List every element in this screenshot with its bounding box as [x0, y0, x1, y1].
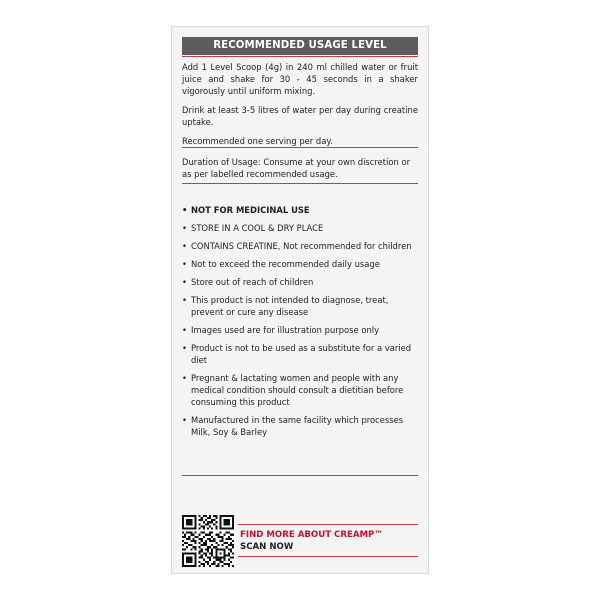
header-underline	[182, 56, 418, 57]
usage-panel	[171, 26, 429, 574]
warning-item: • Manufactured in the same facility which processes Milk, Soy & Barley	[182, 414, 418, 438]
warning-item: • Store out of reach of children	[182, 276, 418, 288]
usage-paragraph: Recommended one serving per day.	[182, 136, 333, 146]
qr-code-icon[interactable]	[182, 515, 234, 567]
usage-instructions	[182, 61, 418, 147]
warning-item: • This product is not intended to diagnose, treat, prevent or cure any disease	[182, 294, 418, 318]
warning-item: • Not to exceed the recommended daily usage	[182, 258, 418, 270]
divider	[182, 147, 418, 148]
section-header: RECOMMENDED USAGE LEVEL	[182, 37, 418, 55]
warning-item: • Images used are for illustration purpose only	[182, 324, 418, 336]
warnings-list	[182, 204, 418, 444]
divider	[182, 475, 418, 476]
usage-paragraph: Add 1 Level Scoop (4g) in 240 ml chilled water or fruit juice and shake for 30 - 45 seconds in a shaker vigorously until uniform mixing.	[182, 62, 418, 96]
usage-paragraph: Drink at least 3-5 litres of water per day during creatine uptake.	[182, 105, 418, 127]
warning-item: • Product is not to be used as a substitute for a varied diet	[182, 342, 418, 366]
duration-of-usage: Duration of Usage: Consume at your own discretion or as per labelled recommended usage.	[182, 157, 411, 179]
scan-top-line	[238, 524, 418, 525]
scan-callout[interactable]	[240, 529, 383, 553]
scan-bottom-line	[238, 556, 418, 557]
scan-now-text: SCAN NOW	[240, 542, 294, 552]
warning-item: • NOT FOR MEDICINAL USE	[182, 204, 418, 216]
divider	[182, 183, 418, 184]
warning-item: • STORE IN A COOL & DRY PLACE	[182, 222, 418, 234]
warning-item: • CONTAINS CREATINE, Not recommended for children	[182, 240, 418, 252]
warning-item: • Pregnant & lactating women and people with any medical condition should consult a dietitian before consuming this product	[182, 372, 418, 408]
find-more-text: FIND MORE ABOUT CREAMP™	[240, 530, 383, 540]
